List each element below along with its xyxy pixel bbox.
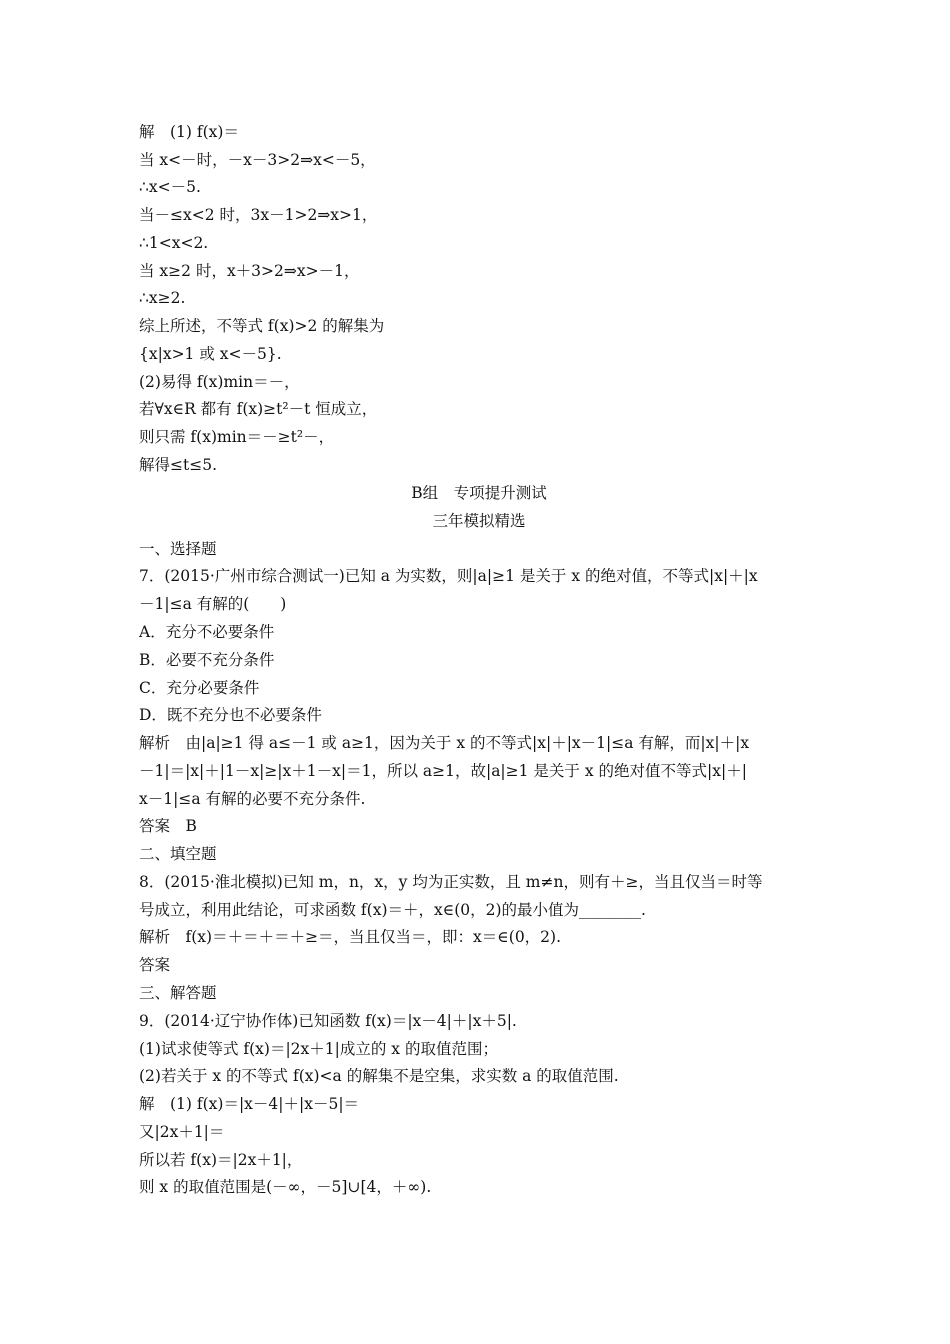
text-line: 则 x 的取值范围是(－∞，－5]∪[4，＋∞). [139, 1178, 432, 1196]
text-line: (2)若关于 x 的不等式 f(x)<a 的解集不是空集，求实数 a 的取值范围. [139, 1067, 619, 1085]
text-line: 解析 f(x)＝＋＝＋＝＋≥＝，当且仅当＝，即：x＝∈(0，2). [139, 928, 562, 946]
text-line: ∴x≥2. [139, 289, 186, 307]
text-line: ∴1<x<2. [139, 234, 209, 252]
text-line: 答案 B [139, 817, 197, 835]
text-line: 所以若 f(x)＝|2x＋1|， [139, 1151, 303, 1169]
text-line: 二、填空题 [139, 845, 217, 863]
text-line: 解得≤t≤5. [139, 456, 217, 474]
text-line: 8．(2015·淮北模拟)已知 m，n，x，y 均为正实数，且 m≠n，则有＋≥，当且仅当＝时等 [139, 873, 763, 891]
text-line: 答案 [139, 956, 171, 974]
text-line: 若∀x∈R 都有 f(x)≥t²－t 恒成立， [139, 400, 378, 418]
text-line: x－1|≤a 有解的必要不充分条件. [139, 790, 366, 808]
section-heading: B组 专项提升测试 [411, 484, 547, 502]
text-line: 当－≤x<2 时，3x－1>2⇒x>1， [139, 206, 378, 224]
text-line: 号成立，利用此结论，可求函数 f(x)＝＋，x∈(0，2)的最小值为________. [139, 901, 646, 919]
text-line: 当 x≥2 时，x＋3>2⇒x>－1， [139, 262, 360, 280]
text-line: 解 (1) f(x)＝|x－4|＋|x－5|＝ [139, 1095, 360, 1113]
sub-heading: 三年模拟精选 [432, 512, 526, 530]
text-line: {x|x>1 或 x<－5}. [139, 345, 282, 363]
text-line: －1|≤a 有解的( ) [139, 595, 287, 613]
text-line: D．既不充分也不必要条件 [139, 706, 322, 724]
text-line: 综上所述，不等式 f(x)>2 的解集为 [139, 317, 385, 335]
text-line: 解析 由|a|≥1 得 a≤－1 或 a≥1，因为关于 x 的不等式|x|＋|x－1|≤a 有解，而|x|＋|x [139, 734, 750, 752]
text-line: B．必要不充分条件 [139, 651, 275, 669]
text-line: 三、解答题 [139, 984, 217, 1002]
text-line: －1|＝|x|＋|1－x|≥|x＋1－x|＝1，所以 a≥1，故|a|≥1 是关于 x 的绝对值不等式|x|＋| [139, 762, 747, 780]
text-line: 9．(2014·辽宁协作体)已知函数 f(x)＝|x－4|＋|x＋5|. [139, 1012, 517, 1030]
text-line: A．充分不必要条件 [139, 623, 275, 641]
text-line: 当 x<－时，－x－3>2⇒x<－5， [139, 151, 376, 169]
text-line: ∴x<－5. [139, 178, 201, 196]
text-line: 一、选择题 [139, 540, 217, 558]
text-line: (2)易得 f(x)min＝－， [139, 373, 300, 391]
text-line: C．充分必要条件 [139, 679, 260, 697]
text-line: 则只需 f(x)min＝－≥t²－， [139, 428, 335, 446]
text-line: 又|2x＋1|＝ [139, 1123, 225, 1141]
text-line: (1)试求使等式 f(x)＝|2x＋1|成立的 x 的取值范围； [139, 1040, 498, 1058]
text-line: 解 (1) f(x)＝ [139, 123, 239, 141]
text-line: 7．(2015·广州市综合测试一)已知 a 为实数，则|a|≥1 是关于 x 的绝对值，不等式|x|＋|x [139, 567, 758, 585]
